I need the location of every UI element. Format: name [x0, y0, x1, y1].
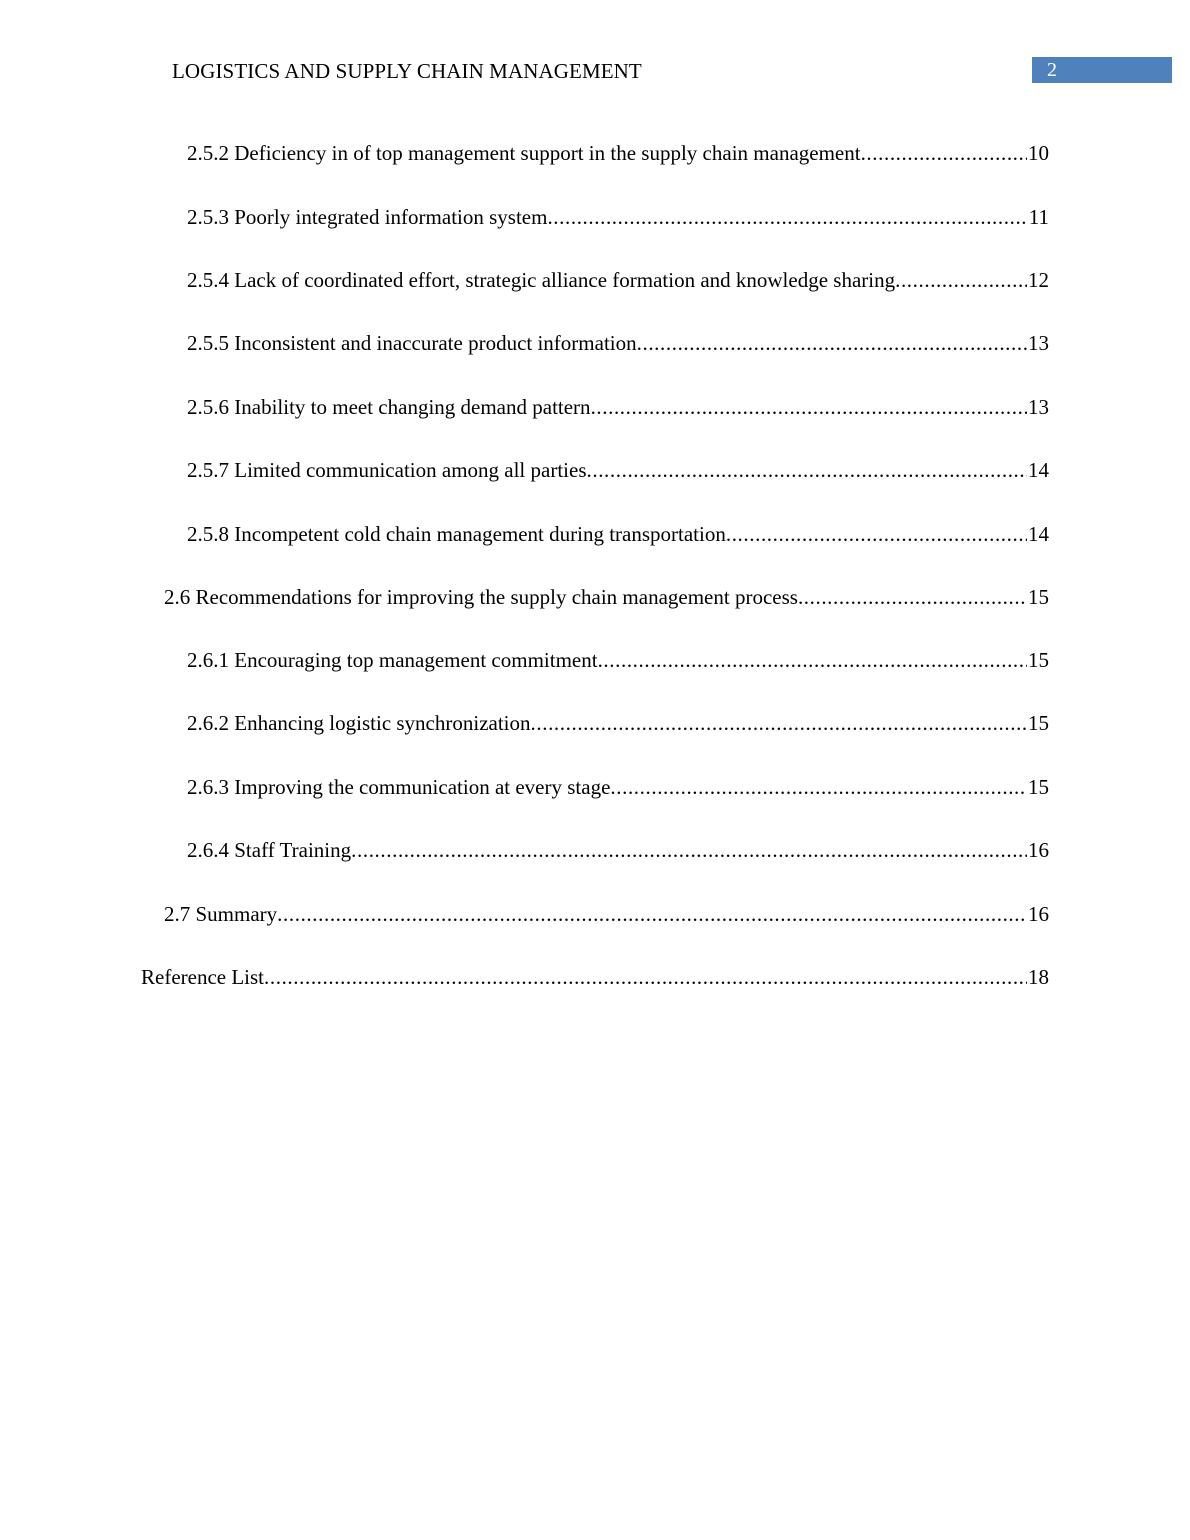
toc-entry-2-7[interactable]: [164, 897, 1049, 931]
toc-entry-2-5-2[interactable]: [187, 136, 1049, 170]
toc-entry-label: 2.5.5 Inconsistent and inaccurate product information: [187, 331, 637, 355]
toc-entry-page: 11: [1028, 205, 1049, 229]
toc-entry-label: 2.5.3 Poorly integrated information system: [187, 205, 548, 229]
toc-dot-leader: [610, 770, 1027, 804]
toc-entry-2-6-1[interactable]: [187, 643, 1049, 677]
toc-dot-leader: [598, 643, 1027, 677]
toc-entry-page: 13: [1028, 331, 1049, 355]
toc-dot-leader: [264, 960, 1027, 994]
toc-entry-2-5-5[interactable]: [187, 326, 1049, 360]
toc-dot-leader: [798, 580, 1027, 614]
toc-entry-page: 15: [1028, 585, 1049, 609]
toc-entry-page: 14: [1028, 458, 1049, 482]
toc-entry-2-5-6[interactable]: [187, 390, 1049, 424]
toc-entry-page: 13: [1028, 395, 1049, 419]
toc-entry-reference-list[interactable]: [141, 960, 1049, 994]
toc-entry-label: 2.7 Summary: [164, 902, 278, 926]
toc-dot-leader: [547, 200, 1027, 234]
toc-entry-label: 2.5.2 Deficiency in of top management support in the supply chain management: [187, 141, 861, 165]
toc-entry-2-5-8[interactable]: [187, 517, 1049, 551]
toc-entry-page: 18: [1028, 965, 1049, 989]
running-header-title: LOGISTICS AND SUPPLY CHAIN MANAGEMENT: [172, 59, 642, 83]
toc-entry-2-6-4[interactable]: [187, 833, 1049, 867]
toc-dot-leader: [861, 136, 1027, 170]
toc-dot-leader: [587, 453, 1028, 487]
toc-entry-label: 2.5.4 Lack of coordinated effort, strategic alliance formation and knowledge sharing: [187, 268, 896, 292]
toc-dot-leader: [895, 263, 1027, 297]
toc-entry-label: 2.6.3 Improving the communication at every stage: [187, 775, 611, 799]
toc-entry-2-6-2[interactable]: [187, 706, 1049, 740]
toc-entry-2-5-3[interactable]: [187, 200, 1049, 234]
toc-entry-2-6[interactable]: [164, 580, 1049, 614]
toc-entry-label: 2.5.6 Inability to meet changing demand pattern: [187, 395, 591, 419]
toc-entry-page: 14: [1028, 522, 1049, 546]
toc-entry-label: 2.5.8 Incompetent cold chain management during transportation: [187, 522, 726, 546]
toc-dot-leader: [531, 706, 1027, 740]
toc-entry-label: 2.6 Recommendations for improving the supply chain management process: [164, 585, 798, 609]
toc-entry-page: 16: [1028, 902, 1049, 926]
toc-entry-page: 15: [1028, 775, 1049, 799]
toc-entry-2-5-7[interactable]: [187, 453, 1049, 487]
toc-entry-page: 16: [1028, 838, 1049, 862]
toc-entry-page: 10: [1028, 141, 1049, 165]
toc-dot-leader: [726, 517, 1027, 551]
toc-dot-leader: [351, 833, 1027, 867]
toc-entry-page: 15: [1028, 648, 1049, 672]
toc-entry-label: 2.6.2 Enhancing logistic synchronization: [187, 711, 531, 735]
page-number: 2: [1047, 59, 1057, 81]
toc-entry-2-6-3[interactable]: [187, 770, 1049, 804]
toc-entry-label: 2.6.4 Staff Training: [187, 838, 352, 862]
toc-dot-leader: [277, 897, 1027, 931]
toc-dot-leader: [591, 390, 1027, 424]
toc-entry-label: 2.5.7 Limited communication among all parties: [187, 458, 587, 482]
toc-entry-page: 15: [1028, 711, 1049, 735]
page-number-badge: [1032, 57, 1172, 83]
toc-entry-page: 12: [1028, 268, 1049, 292]
toc-dot-leader: [637, 326, 1027, 360]
toc-entry-label: 2.6.1 Encouraging top management commitment: [187, 648, 598, 672]
toc-entry-2-5-4[interactable]: [187, 263, 1049, 297]
toc-entry-label: Reference List: [141, 965, 265, 989]
